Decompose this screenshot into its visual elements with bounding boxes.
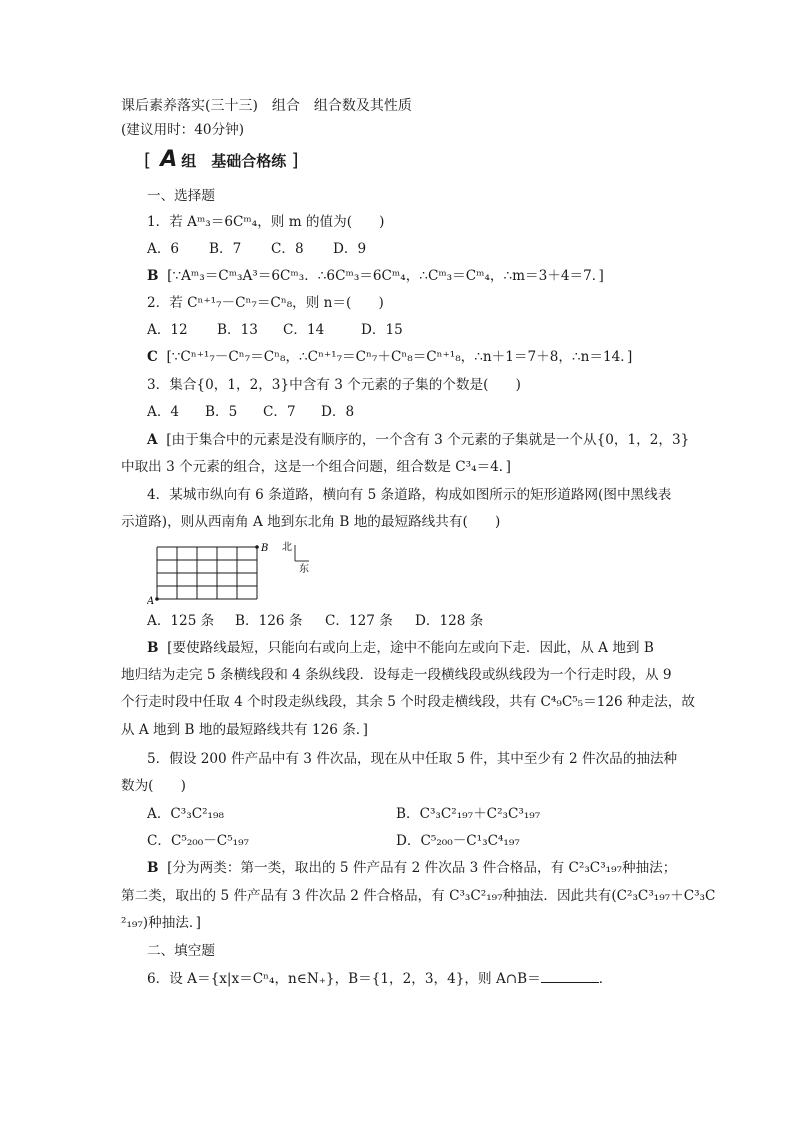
question-3-answer [147,430,689,450]
option: A．125 条 [147,613,215,629]
option: B．126 条 [235,613,303,629]
page-title: 课后素养落实(三十三) 组合 组合数及其性质 [121,98,412,114]
section-heading: 一、选择题 [147,188,215,204]
point-a-marker [155,597,159,601]
suggested-time: (建议用时：40分钟) [121,122,245,138]
answer-blank [541,970,599,983]
question-2-options [147,320,403,340]
explanation: [分为两类：第一类，取出的 5 件产品有 2 件次品 3 件合格品，有 C²₃C³₁₉₇种抽法； [167,860,677,876]
answer-letter: B [147,268,159,284]
section-heading: 二、填空题 [147,943,215,959]
option: C．14 [283,322,325,338]
question-6-end: ． [598,971,613,987]
question-1-stem: 1．若 Aᵐ₃＝6Cᵐ₄，则 m 的值为( ) [147,214,385,230]
option: D．8 [321,404,355,420]
question-5-answer [147,858,676,878]
label-a: A [147,596,155,605]
answer-letter: C [147,349,158,365]
option: D．128 条 [415,613,484,629]
point-b-marker [255,545,259,549]
question-1-answer [147,266,604,286]
banner-open-bracket: [ [144,150,152,171]
explanation: [∵Cⁿ⁺¹₇－Cⁿ₇＝Cⁿ₈，∴Cⁿ⁺¹₇＝Cⁿ₇＋Cⁿ₈＝Cⁿ⁺¹₈，∴n＋1＝7＋8，∴n＝14．] [166,349,633,365]
answer-letter: A [147,432,158,448]
question-6-text: 6．设 A＝{x|x＝Cⁿ₄，n∈N₊}，B＝{1，2，3，4}，则 A∩B＝ [147,971,541,987]
option: A．C³₃C²₁₉₈ [147,806,224,822]
label-b: B [261,543,269,554]
banner-text: 组 基础合格练 [181,152,287,170]
question-3-explanation-cont: 中取出 3 个元素的组合，这是一个组合问题，组合数是 C³₄＝4．] [121,459,511,475]
option: D．9 [333,241,367,257]
question-4-answer [147,638,654,658]
road-grid-figure [147,541,327,605]
question-5-stem: 5．假设 200 件产品中有 3 件次品，现在从中任取 5 件，其中至少有 2 件次品的抽法种 [147,751,678,767]
option: B．13 [217,322,258,338]
question-4-explanation-cont: 个行走时段中任取 4 个时段走纵线段，其余 5 个时段走横线段，共有 C⁴₉C⁵₅＝126 种走法，故 [121,694,695,710]
question-5-explanation-cont: 第二类，取出的 5 件产品有 3 件次品 2 件合格品，有 C³₃C²₁₉₇种抽法．因此共有(C²₃C³₁₉₇＋C³₃C [121,888,716,904]
question-1-options [147,239,366,259]
answer-letter: B [147,640,159,656]
question-3-options [147,402,354,422]
north-label: 北 [282,542,292,553]
banner-close-bracket: ] [291,150,299,171]
east-label: 东 [299,564,309,575]
question-4-explanation-cont: 地归结为走完 5 条横线段和 4 条纵线段．设每走一段横线段或纵线段为一个行走时段，从 9 [121,667,672,683]
question-6-stem [147,969,612,989]
option: C．7 [263,404,296,420]
option: B．5 [205,404,238,420]
option: A．6 [147,241,180,257]
option: D．15 [361,322,403,338]
option: B．C³₃C²₁₉₇＋C²₃C³₁₉₇ [396,806,541,822]
question-4-options [147,611,483,631]
question-5-stem-cont: 数为( ) [121,778,186,794]
option: B．7 [209,241,242,257]
question-3-stem: 3．集合{0，1，2，3}中含有 3 个元素的子集的个数是( ) [147,377,521,393]
road-grid-lines [157,547,257,599]
option: C．127 条 [325,613,393,629]
option: C．8 [271,241,304,257]
question-2-answer [147,347,632,367]
question-5-explanation-cont: ²₁₉₇)种抽法．] [121,915,201,931]
question-4-explanation-cont: 从 A 地到 B 地的最短路线共有 126 条．] [121,722,368,738]
question-2-stem: 2．若 Cⁿ⁺¹₇－Cⁿ₇＝Cⁿ₈，则 n＝( ) [147,295,384,311]
explanation: [∵Aᵐ₃＝Cᵐ₃A³＝6Cᵐ₃．∴6Cᵐ₃＝6Cᵐ₄，∴Cᵐ₃＝Cᵐ₄，∴m＝3＋4＝7．] [167,268,604,284]
option: A．12 [147,322,188,338]
question-4-stem-cont: 示道路)，则从西南角 A 地到东北角 B 地的最短路线共有( ) [121,514,501,530]
banner-letter: A [160,147,178,172]
explanation: [要使路线最短，只能向右或向上走，途中不能向左或向下走．因此，从 A 地到 B [167,640,654,656]
explanation: [由于集合中的元素是没有顺序的，一个含有 3 个元素的子集就是一个从{0，1，2，3} [166,432,690,448]
group-banner [144,147,299,172]
question-4-stem: 4．某城市纵向有 6 条道路，横向有 5 条道路，构成如图所示的矩形道路网(图中黑线表 [147,487,672,503]
option: C．C⁵₂₀₀－C⁵₁₉₇ [147,833,249,849]
option: D．C⁵₂₀₀－C¹₃C⁴₁₉₇ [396,833,520,849]
option: A．4 [147,404,180,420]
answer-letter: B [147,860,159,876]
